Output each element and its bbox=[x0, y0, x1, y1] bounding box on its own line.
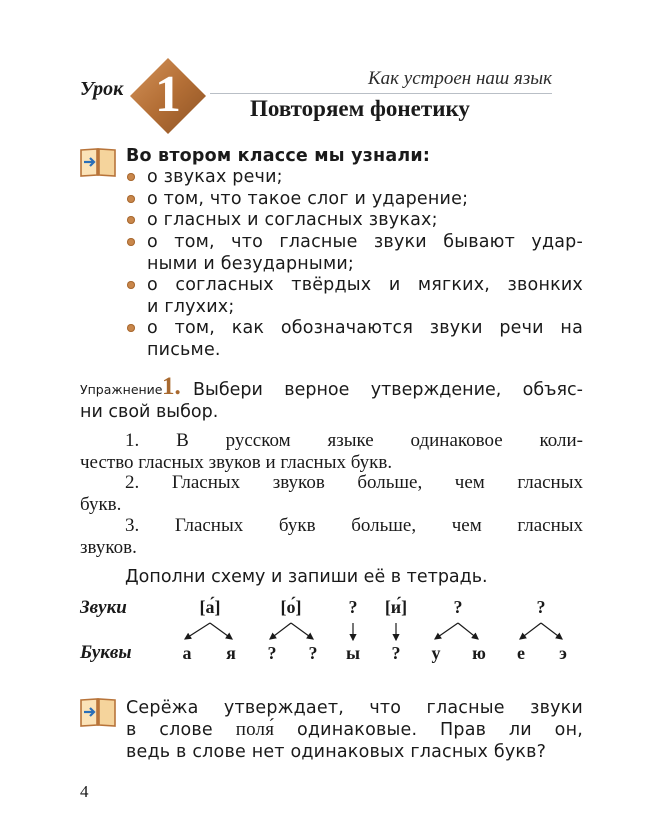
exercise-label: Упражнение bbox=[80, 382, 163, 397]
exercise-task2: Дополни схему и запиши её в тетрадь. bbox=[125, 567, 488, 587]
sound: ? bbox=[348, 597, 358, 617]
word-example: поля́ bbox=[235, 719, 275, 740]
question-text: Серёжа утверждает, что гласные звуки в слове поля́ одинаковые. Прав ли он, ведь в слове нет одинаковых гласных букв? bbox=[126, 698, 583, 762]
lesson-number: 1 bbox=[155, 66, 181, 123]
intro-item: о звуках речи; bbox=[147, 167, 283, 187]
bullet-dot-icon bbox=[127, 281, 135, 289]
book-arrow-icon bbox=[79, 146, 117, 178]
header-divider bbox=[210, 93, 552, 94]
letter: ? bbox=[391, 643, 401, 663]
intro-item: о том, что такое слог и ударение; bbox=[147, 189, 469, 209]
sound: [о́] bbox=[280, 597, 302, 617]
lesson-title: Повторяем фонетику bbox=[250, 96, 470, 121]
intro-item: о том, что гласные звуки бывают удар- ными и безударными; bbox=[147, 232, 583, 274]
letter: э bbox=[559, 643, 567, 663]
letter: е bbox=[517, 643, 525, 663]
letter: у bbox=[431, 643, 441, 663]
statement: 1. В русском языке одинаковое коли- чество гласных звуков и гласных букв. bbox=[80, 430, 583, 473]
sound: ? bbox=[536, 597, 546, 617]
letter: ю bbox=[472, 643, 486, 663]
bullet-dot-icon bbox=[127, 195, 135, 203]
sound: ? bbox=[453, 597, 463, 617]
intro-item: о гласных и согласных звуках; bbox=[147, 210, 438, 230]
sound: [а́] bbox=[199, 597, 221, 617]
statement: 2. Гласных звуков больше, чем гласных букв. bbox=[80, 472, 583, 515]
bullet-dot-icon bbox=[127, 173, 135, 181]
section-name: Как устроен наш язык bbox=[368, 68, 552, 89]
letter: ы bbox=[345, 643, 361, 663]
exercise-task-line: ни свой выбор. bbox=[80, 402, 219, 422]
letter: я bbox=[226, 643, 236, 663]
book-arrow-icon bbox=[79, 696, 117, 728]
bullet-dot-icon bbox=[127, 324, 135, 332]
intro-heading: Во втором классе мы узнали: bbox=[126, 146, 431, 166]
sound: [и́] bbox=[384, 597, 408, 617]
letter: ? bbox=[267, 643, 277, 663]
intro-item: о том, как обозначаются звуки речи на письме. bbox=[147, 318, 583, 360]
letter: ? bbox=[308, 643, 318, 663]
intro-item: о согласных твёрдых и мягких, звонких и глухих; bbox=[147, 275, 583, 317]
letter: а bbox=[182, 643, 192, 663]
exercise-task-line: Выбери верное утверждение, объяс- bbox=[193, 380, 583, 400]
page-number: 4 bbox=[80, 782, 89, 801]
scheme-arrows bbox=[170, 620, 570, 644]
lesson-word: Урок bbox=[80, 78, 124, 100]
bullet-dot-icon bbox=[127, 216, 135, 224]
sounds-label: Звуки bbox=[80, 597, 127, 618]
exercise-number: 1. bbox=[162, 373, 181, 400]
letters-label: Буквы bbox=[80, 642, 132, 663]
statement: 3. Гласных букв больше, чем гласных звуков. bbox=[80, 515, 583, 558]
bullet-dot-icon bbox=[127, 238, 135, 246]
